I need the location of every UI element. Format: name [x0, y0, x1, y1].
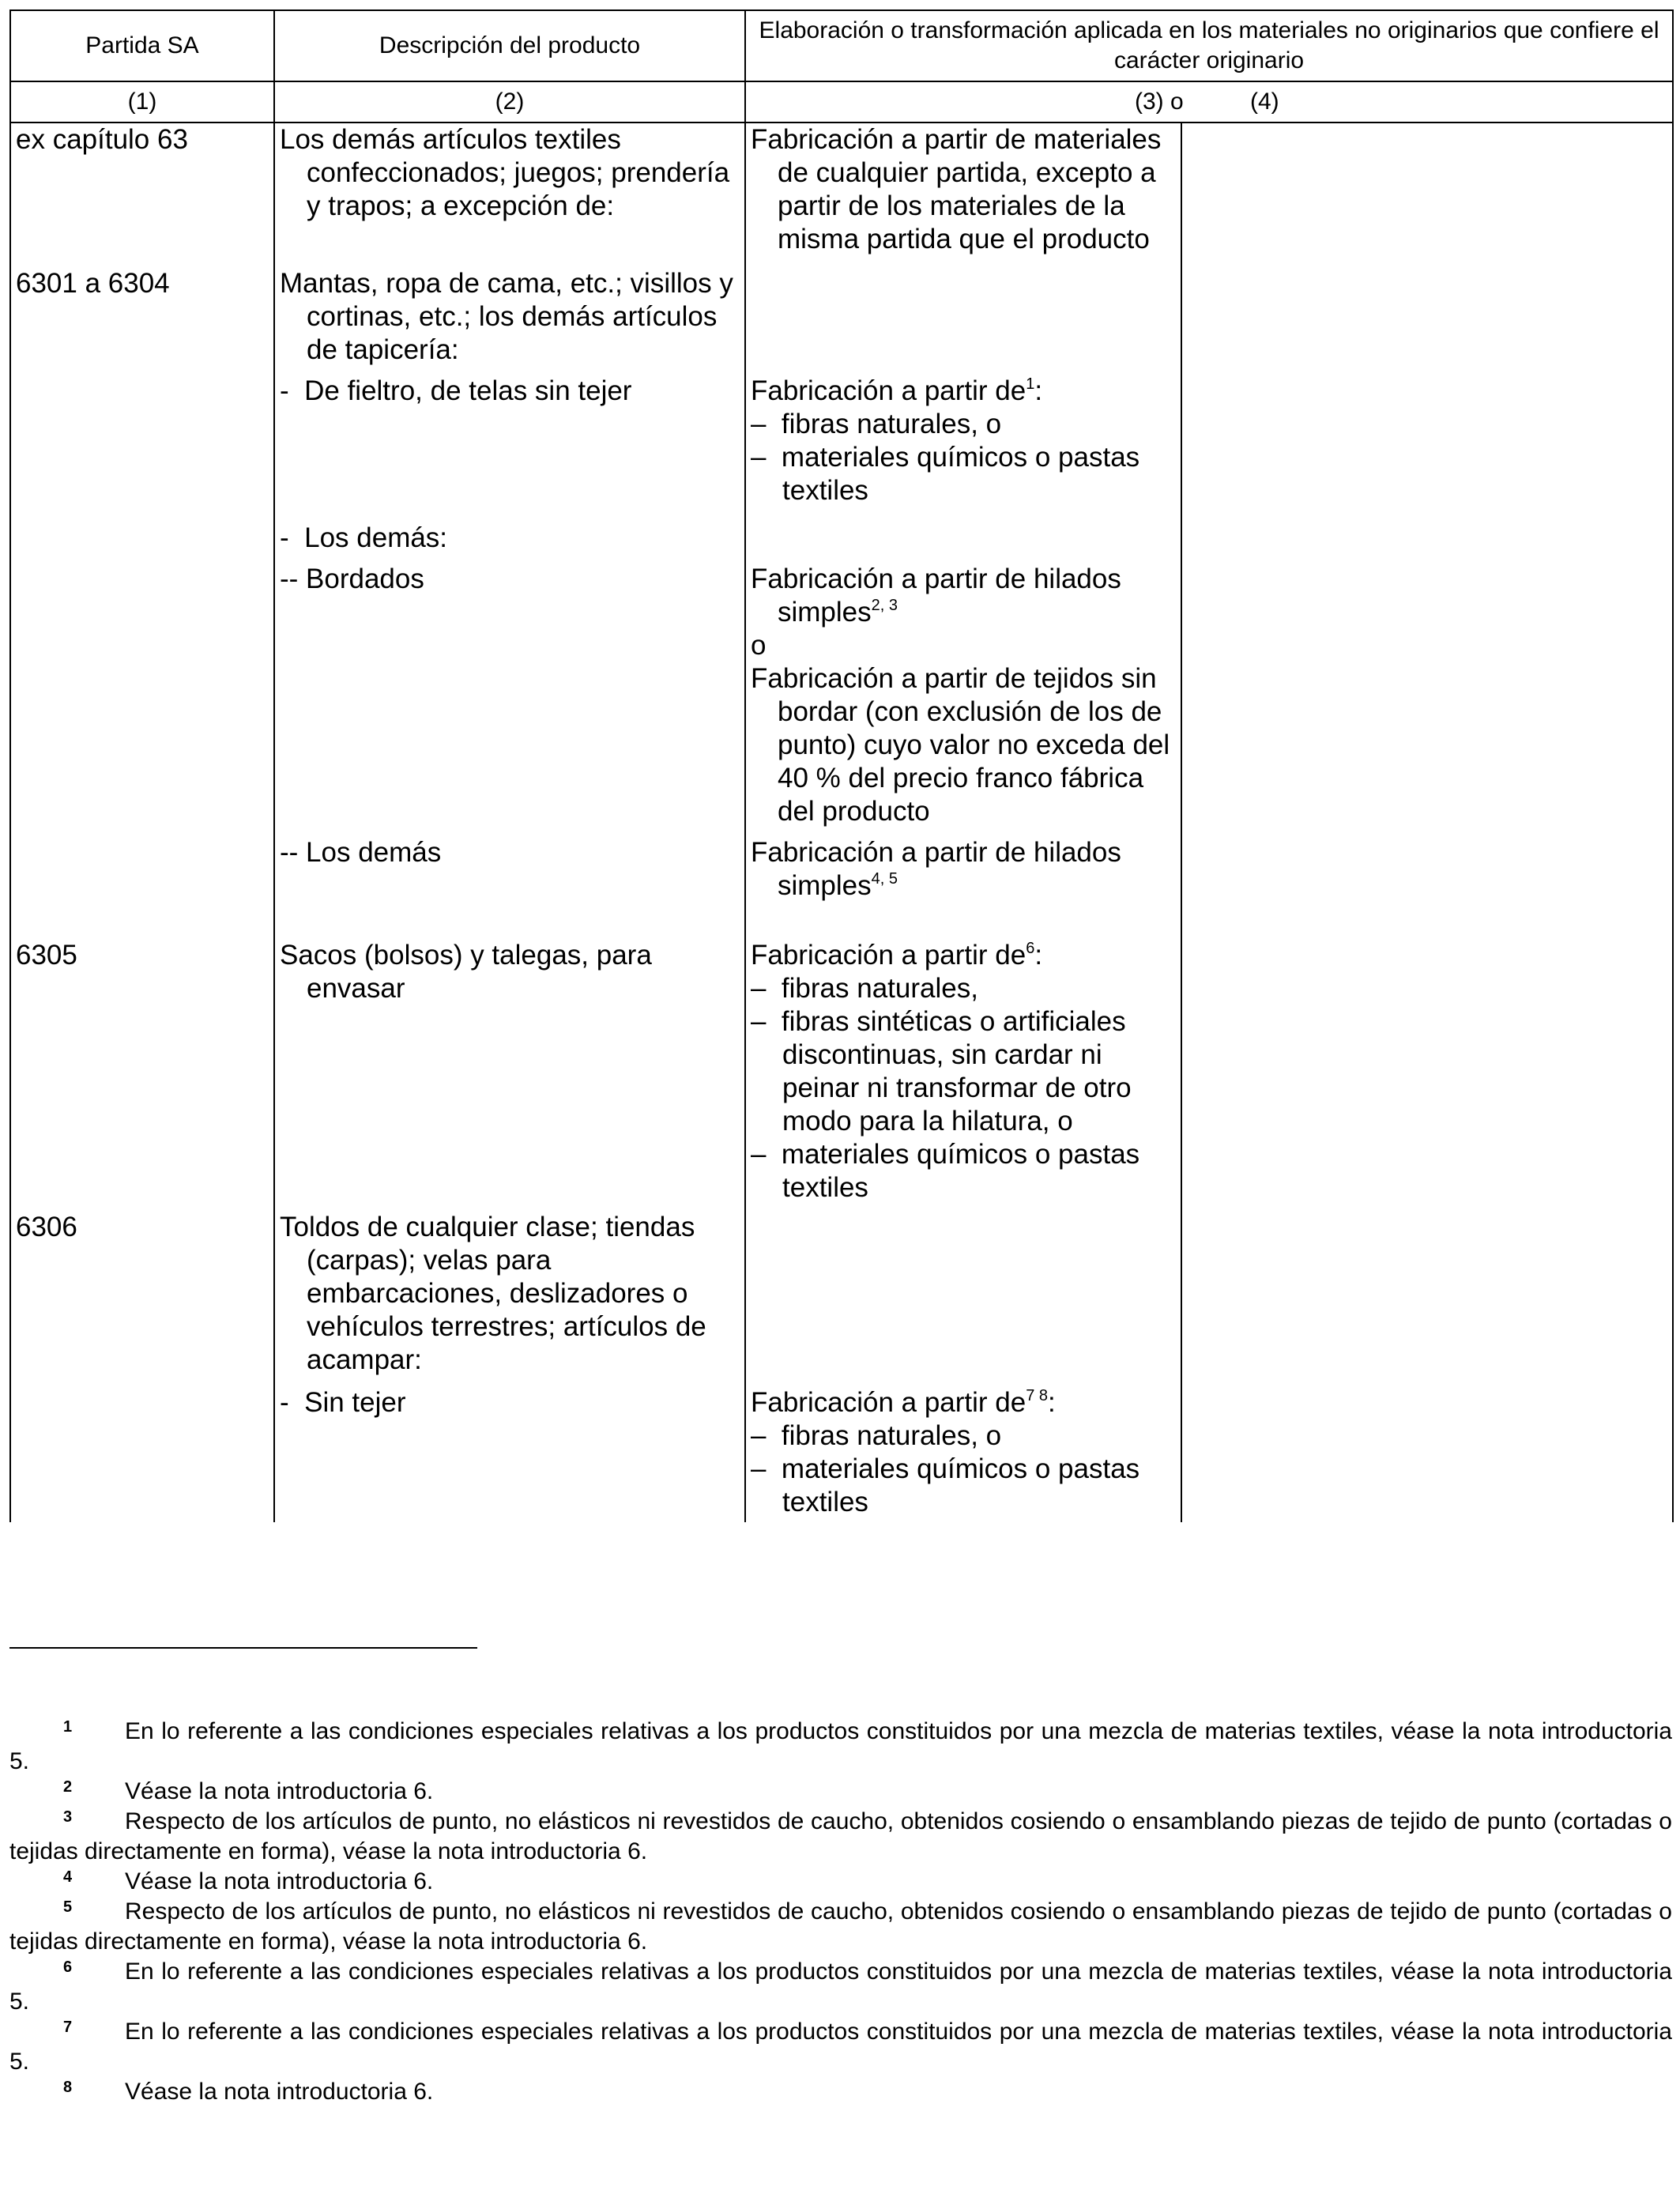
footnote-ref: 6 [1026, 940, 1035, 957]
partida-cell [10, 1377, 274, 1522]
rule-list-item: – materiales químicos o pastas textiles [751, 1453, 1140, 1517]
rule-cell [745, 1204, 1181, 1377]
column-number-row [10, 81, 1673, 123]
footnote [9, 1867, 1672, 1897]
rule-cell [745, 828, 1181, 929]
rule-cell [745, 555, 1181, 828]
rule-intro [751, 1377, 1176, 1419]
rule-list-item: – materiales químicos o pastas textiles [751, 1139, 1140, 1203]
footnote-text: Véase la nota introductoria 6. [125, 1868, 434, 1894]
table-row [10, 256, 1673, 367]
table-row [10, 514, 1673, 555]
column-number-1: (1) [10, 81, 274, 123]
footnote [9, 1717, 1672, 1777]
description-cell [274, 555, 745, 828]
description-text: -- Los demás [280, 837, 442, 868]
header-descripcion: Descripción del producto [274, 10, 745, 81]
rule-intro [751, 929, 1176, 972]
description-cell [274, 1204, 745, 1377]
partida-cell [10, 256, 274, 367]
rule-intro-text: Fabricación a partir de [751, 375, 1026, 406]
footnote-text: En lo referente a las condiciones especiales relativas a los productos constituidos por una mezcla de materias textiles, véase la nota introductoria 5. [9, 2019, 1672, 2075]
description-text: Sacos (bolsos) y talegas, para envasar [280, 940, 652, 1004]
footnote-ref: 1 [1026, 375, 1035, 393]
table-row [10, 555, 1673, 828]
rule-cell [745, 367, 1181, 514]
alternative-rule-cell [1181, 929, 1673, 1204]
footnote-text: Respecto de los artículos de punto, no elásticos ni revestidos de caucho, obtenidos cosiendo o ensamblando piezas de tejido de punto (cortadas o tejidas directamente en forma), véase la nota introductoria 6. [9, 1898, 1672, 1955]
description-cell [274, 1377, 745, 1522]
origin-rules-table [9, 9, 1674, 1522]
footnote-ref: 7 8 [1026, 1387, 1049, 1404]
footnote-number: 5 [63, 1898, 73, 1916]
description-cell [274, 367, 745, 514]
header-elaboracion: Elaboración o transformación aplicada en los materiales no originarios que confiere el carácter originario [745, 10, 1673, 81]
alternative-rule-cell [1181, 1377, 1673, 1522]
alternative-rule-cell [1181, 555, 1673, 828]
rule-text [751, 555, 1176, 629]
footnote-text: En lo referente a las condiciones especiales relativas a los productos constituidos por una mezcla de materias textiles, véase la nota introductoria 5. [9, 1958, 1672, 2015]
partida-cell [10, 828, 274, 929]
table-row [10, 828, 1673, 929]
rule-cell [745, 929, 1181, 1204]
rule-list-item: – fibras naturales, o [751, 409, 1002, 439]
partida-code: 6305 [16, 940, 77, 971]
footnote-number: 1 [63, 1718, 73, 1736]
footnote-text: En lo referente a las condiciones especiales relativas a los productos constituidos por una mezcla de materias textiles, véase la nota introductoria 5. [9, 1718, 1672, 1774]
description-text: - Los demás: [280, 522, 448, 553]
table-row [10, 929, 1673, 1204]
description-cell [274, 929, 745, 1204]
footnote-separator [9, 1647, 477, 1649]
table-row [10, 367, 1673, 514]
rule-cell [745, 256, 1181, 367]
rule-list-item: – materiales químicos o pastas textiles [751, 442, 1140, 506]
partida-cell [10, 1204, 274, 1377]
description-cell [274, 828, 745, 929]
description-text: Toldos de cualquier clase; tiendas (carpas); velas para embarcaciones, deslizadores o vehículos terrestres; artículos de acampar: [280, 1212, 706, 1375]
partida-cell [10, 514, 274, 555]
footnote [9, 1777, 1672, 1807]
column-number-4: (4) [1250, 89, 1279, 115]
description-text: - De fieltro, de telas sin tejer [280, 375, 632, 406]
description-text: Los demás artículos textiles confeccionados; juegos; prendería y trapos; a excepción de: [280, 124, 730, 221]
footnote [9, 1957, 1672, 2017]
description-text: Mantas, ropa de cama, etc.; visillos y cortinas, etc.; los demás artículos de tapicería: [280, 268, 733, 365]
partida-code: 6301 a 6304 [16, 268, 170, 299]
description-cell [274, 123, 745, 256]
alternative-rule-cell [1181, 123, 1673, 256]
alternative-rule-cell [1181, 256, 1673, 367]
footnote [9, 1807, 1672, 1867]
alternative-rule-cell [1181, 828, 1673, 929]
footnote-text: Véase la nota introductoria 6. [125, 1778, 434, 1804]
partida-code: 6306 [16, 1212, 77, 1242]
description-cell [274, 514, 745, 555]
footnote [9, 2017, 1672, 2077]
description-text: - Sin tejer [280, 1387, 406, 1418]
rule-list-item: – fibras sintéticas o artificiales discontinuas, sin cardar ni peinar ni transformar de otro modo para la hilatura, o [751, 1006, 1132, 1137]
footnote-ref: 2, 3 [871, 597, 898, 614]
rule-intro-tail: : [1034, 375, 1043, 406]
rule-intro [751, 367, 1176, 408]
column-number-3-4 [745, 81, 1673, 123]
rule-intro-tail: : [1034, 940, 1043, 971]
alternative-rule-cell [1181, 514, 1673, 555]
footnote-text: Respecto de los artículos de punto, no elásticos ni revestidos de caucho, obtenidos cosiendo o ensamblando piezas de tejido de punto (cortadas o tejidas directamente en forma), véase la nota introductoria 6. [9, 1808, 1672, 1864]
rule-intro-text: Fabricación a partir de [751, 940, 1026, 971]
rule-list-item: – fibras naturales, o [751, 1420, 1002, 1451]
rule-text: Fabricación a partir de materiales de cualquier partida, excepto a partir de los materiales de la misma partida que el producto [751, 124, 1162, 254]
rule-intro-tail: : [1048, 1387, 1056, 1418]
header-partida-sa: Partida SA [10, 10, 274, 81]
partida-cell [10, 123, 274, 256]
partida-cell [10, 555, 274, 828]
footnote-ref: 4, 5 [871, 870, 898, 888]
rule-list-item: – fibras naturales, [751, 973, 978, 1004]
footnote-number: 3 [63, 1808, 73, 1826]
column-number-3: (3) o [1135, 89, 1184, 115]
rule-text-main: Fabricación a partir de hilados simples [751, 564, 1121, 628]
table-row [10, 1204, 1673, 1377]
table-row [10, 123, 1673, 256]
column-number-2: (2) [274, 81, 745, 123]
rule-cell [745, 1377, 1181, 1522]
rule-text: Fabricación a partir de tejidos sin bordar (con exclusión de los de punto) cuyo valor no exceda del 40 % del precio franco fábrica del producto [751, 663, 1170, 827]
footnote-number: 4 [63, 1868, 73, 1886]
description-text: -- Bordados [280, 564, 424, 594]
rule-cell [745, 123, 1181, 256]
footnote-number: 2 [63, 1778, 73, 1796]
partida-cell [10, 929, 274, 1204]
footnote [9, 1897, 1672, 1957]
rule-text-main: Fabricación a partir de hilados simples [751, 837, 1121, 901]
rule-or: o [751, 630, 767, 661]
table-header-row [10, 10, 1673, 81]
partida-code: ex capítulo 63 [16, 124, 188, 155]
footnote-number: 8 [63, 2079, 73, 2096]
footnote-number: 7 [63, 2019, 73, 2036]
rule-intro-text: Fabricación a partir de [751, 1387, 1026, 1418]
rule-text [751, 828, 1176, 903]
table-row [10, 1377, 1673, 1522]
rule-cell [745, 514, 1181, 555]
footnote-text: Véase la nota introductoria 6. [125, 2079, 434, 2105]
partida-cell [10, 367, 274, 514]
description-cell [274, 256, 745, 367]
footnote-number: 6 [63, 1958, 73, 1976]
footnotes [9, 1717, 1672, 2107]
alternative-rule-cell [1181, 367, 1673, 514]
footnote [9, 2077, 1672, 2107]
alternative-rule-cell [1181, 1204, 1673, 1377]
